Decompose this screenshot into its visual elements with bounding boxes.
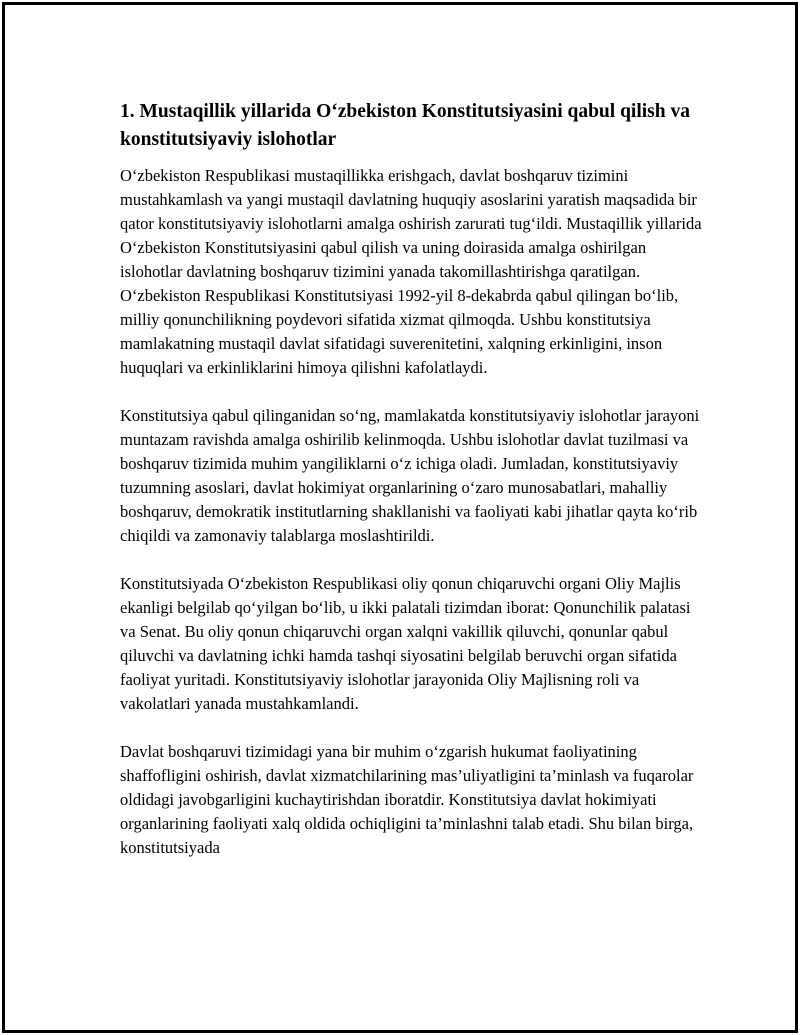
paragraph-2: Konstitutsiya qabul qilinganidan so‘ng, mamlakatda konstitutsiyaviy islohotlar jarayoni muntazam ravishda amalga oshirilib kelinmoqda. Ushbu islohotlar davlat tuzilmasi va boshqaruv tizimida muhim yangiliklarni o‘z ichiga oladi. Jumladan, konstitutsiyaviy tuzumning asoslari, davlat hokimiyat organlarining o‘zaro munosabatlari, mahalliy boshqaruv, demokratik institutlarning shakllanishi va faoliyati kabi jihatlar qayta ko‘rib chiqildi va zamonaviy talablarga moslashtirildi. [120, 406, 700, 545]
document-body [120, 98, 705, 884]
paragraph-4: Davlat boshqaruvi tizimidagi yana bir muhim o‘zgarish hukumat faoliyatining shaffofligini oshirish, davlat xizmatchilarining mas’uliyatligini ta’minlash va fuqarolar oldidagi javobgarligini kuchaytirishdan iboratdir. Konstitutsiya davlat hokimiyati organlarining faoliyati xalq oldida ochiqligini ta’minlashni talab etadi. Shu bilan birga, konstitutsiyada [120, 742, 694, 857]
paragraph-1: O‘zbekiston Respublikasi mustaqillikka erishgach, davlat boshqaruv tizimini mustahkamlash va yangi mustaqil davlatning huquqiy asoslarini yaratish maqsadida bir qator konstitutsiyaviy islohotlarni amalga oshirish zarurati tug‘ildi. Mustaqillik yillarida O‘zbekiston Konstitutsiyasini qabul qilish va uning doirasida amalga oshirilgan islohotlar davlatning boshqaruv tizimini yanada takomillashtirishga qaratilgan. O‘zbekiston Respublikasi Konstitutsiyasi 1992-yil 8-dekabrda qabul qilingan bo‘lib, milliy qonunchilikning poydevori sifatida xizmat qilmoqda. Ushbu konstitutsiya mamlakatning mustaqil davlat sifatidagi suverenitetini, xalqning erkinligini, inson huquqlari va erkinliklarini himoya qilishni kafolatlaydi. [120, 166, 702, 377]
section-heading: 1. Mustaqillik yillarida O‘zbekiston Konstitutsiyasini qabul qilish va konstitutsiyaviy islohotlar [120, 101, 690, 150]
paragraph-3: Konstitutsiyada O‘zbekiston Respublikasi oliy qonun chiqaruvchi organi Oliy Majlis ekanligi belgilab qo‘yilgan bo‘lib, u ikki palatali tizimdan iborat: Qonunchilik palatasi va Senat. Bu oliy qonun chiqaruvchi organ xalqni vakillik qiluvchi, qonunlar qabul qiluvchi va davlatning ichki hamda tashqi siyosatini belgilab beruvchi organ sifatida faoliyat yuritadi. Konstitutsiyaviy islohotlar jarayonida Oliy Majlisning roli va vakolatlari yanada mustahkamlandi. [120, 574, 691, 713]
page-border [2, 2, 798, 1033]
